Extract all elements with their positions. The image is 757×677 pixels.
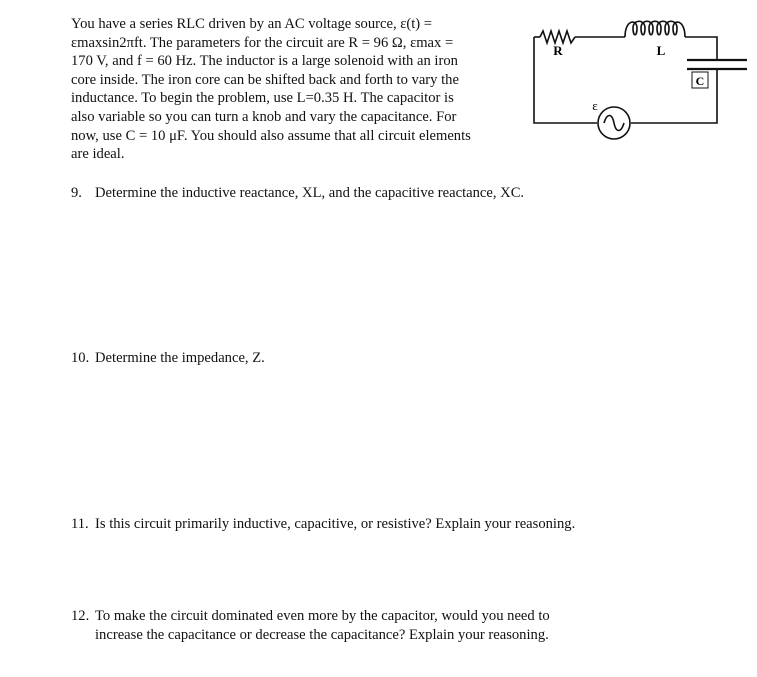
question-text: Determine the inductive reactance, XL, and the capacitive reactance, XC. bbox=[95, 185, 525, 201]
intro-line-3: 170 V, and f = 60 Hz. The inductor is a large solenoid with an iron bbox=[71, 53, 458, 70]
intro-line-8: are ideal. bbox=[71, 146, 125, 163]
top-right-wire bbox=[685, 37, 717, 60]
problem-intro bbox=[71, 15, 526, 164]
question-9 bbox=[71, 184, 524, 203]
question-number: 12. bbox=[71, 608, 90, 624]
resistor-symbol bbox=[540, 31, 575, 43]
question-number: 11. bbox=[71, 516, 89, 532]
intro-line-6: also variable so you can turn a knob and vary the capacitance. For bbox=[71, 108, 457, 125]
question-11 bbox=[71, 515, 575, 534]
capacitor-label: C bbox=[695, 74, 705, 88]
inductor-symbol bbox=[625, 21, 685, 37]
intro-line-7: now, use C = 10 μF. You should also assume that all circuit elements bbox=[71, 127, 471, 144]
resistor-label: R bbox=[553, 43, 563, 58]
question-text: Is this circuit primarily inductive, capacitive, or resistive? Explain your reasoning. bbox=[95, 516, 576, 532]
question-text: Determine the impedance, Z. bbox=[95, 350, 265, 366]
question-text-line-2: increase the capacitance or decrease the capacitance? Explain your reasoning. bbox=[95, 627, 549, 643]
intro-line-1: You have a series RLC driven by an AC voltage source, ε(t) = bbox=[71, 16, 433, 32]
sine-wave-icon bbox=[604, 116, 624, 131]
rlc-circuit-diagram bbox=[527, 10, 752, 140]
left-wire bbox=[534, 37, 597, 123]
inductor-label: L bbox=[656, 43, 666, 58]
question-12 bbox=[71, 607, 550, 645]
source-label: ε bbox=[592, 98, 598, 113]
question-text-line-1: To make the circuit dominated even more by the capacitor, would you need to bbox=[95, 608, 550, 624]
question-number: 10. bbox=[71, 350, 90, 366]
intro-line-5: inductance. To begin the problem, use L=0.35 H. The capacitor is bbox=[71, 90, 454, 107]
question-number: 9. bbox=[71, 185, 82, 201]
question-10 bbox=[71, 349, 265, 368]
intro-line-2: εmaxsin2πft. The parameters for the circuit are R = 96 Ω, εmax = bbox=[71, 34, 454, 51]
intro-line-4: core inside. The iron core can be shifted back and forth to vary the bbox=[71, 71, 459, 88]
